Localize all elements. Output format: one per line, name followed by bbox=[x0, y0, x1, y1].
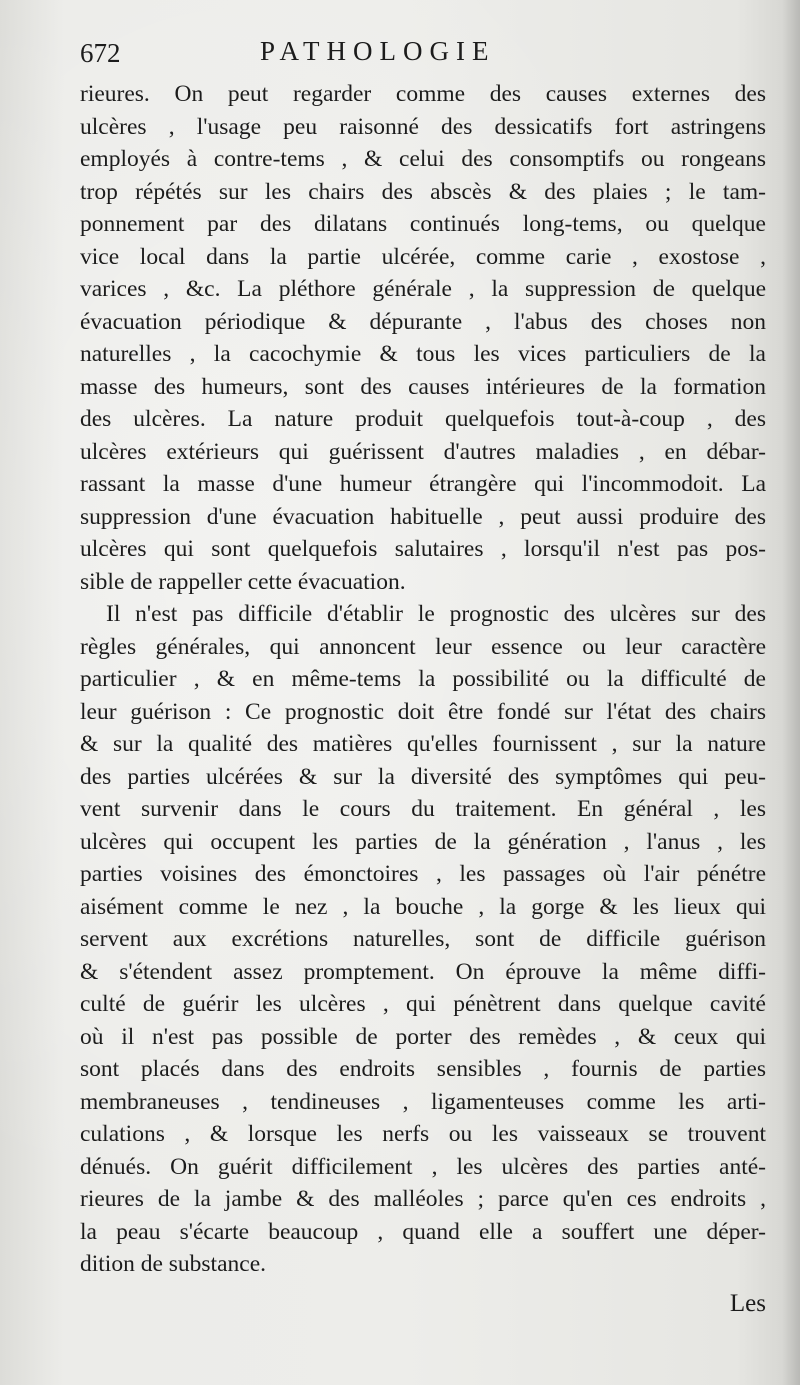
text-line: des parties ulcérées & sur la diversité des symptômes qui peu- bbox=[80, 763, 766, 790]
text-line: où il n'est pas possible de porter des remèdes , & ceux qui bbox=[80, 1023, 766, 1050]
text-line: employés à contre-tems , & celui des consomptifs ou rongeans bbox=[80, 146, 766, 172]
text-line: rieures. On peut regarder comme des causes externes des bbox=[80, 81, 766, 107]
text-line: dénués. On guérit difficilement , les ulcères des parties anté- bbox=[80, 1153, 766, 1180]
paragraph-first-line: Il n'est pas difficile d'établir le prognostic des ulcères sur des bbox=[106, 601, 766, 627]
running-title: PATHOLOGIE bbox=[260, 36, 496, 66]
text-line: ulcères qui sont quelquefois salutaires , lorsqu'il n'est pas pos- bbox=[80, 536, 766, 562]
text-line: culations , & lorsque les nerfs ou les vaisseaux se trouvent bbox=[80, 1121, 766, 1147]
text-line: membraneuses , tendineuses , ligamenteuses comme les arti- bbox=[80, 1088, 766, 1115]
text-line: trop répétés sur les chairs des abscès & des plaies ; le tam- bbox=[80, 178, 766, 205]
text-line: rieures de la jambe & des malléoles ; parce qu'en ces endroits , bbox=[80, 1186, 766, 1212]
text-line: rassant la masse d'une humeur étrangère qui l'incommodoit. La bbox=[80, 471, 766, 497]
text-line: la peau s'écarte beaucoup , quand elle a souffert une déper- bbox=[80, 1218, 766, 1245]
text-line: particulier , & en même-tems la possibilité ou la difficulté de bbox=[80, 666, 766, 692]
text-line: ulcères extérieurs qui guérissent d'autres maladies , en débar- bbox=[80, 438, 766, 465]
text-line: aisément comme le nez , la bouche , la gorge & les lieux qui bbox=[80, 893, 766, 920]
text-line: règles générales, qui annoncent leur essence ou leur caractère bbox=[80, 633, 766, 660]
text-line: masse des humeurs, sont des causes intérieures de la formation bbox=[80, 373, 766, 400]
text-line: servent aux excrétions naturelles, sont de difficile guérison bbox=[80, 926, 766, 952]
text-line: & sur la qualité des matières qu'elles fournissent , sur la nature bbox=[80, 731, 766, 757]
text-line: ulcères , l'usage peu raisonné des dessicatifs fort astringens bbox=[80, 113, 766, 140]
running-head bbox=[0, 36, 800, 76]
text-line: sont placés dans des endroits sensibles , fournis de parties bbox=[80, 1056, 766, 1082]
text-line: suppression d'une évacuation habituelle , peut aussi produire des bbox=[80, 503, 766, 530]
page-edge-shadow bbox=[782, 0, 800, 1385]
text-line: vice local dans la partie ulcérée, comme carie , exostose , bbox=[80, 243, 766, 270]
text-line: naturelles , la cacochymie & tous les vices particuliers de la bbox=[80, 341, 766, 367]
text-line: ponnement par des dilatans continués long-tems, ou quelque bbox=[80, 211, 766, 237]
text-line: & s'étendent assez promptement. On éprouve la même diffi- bbox=[80, 958, 766, 985]
text-line: leur guérison : Ce prognostic doit être fondé sur l'état des chairs bbox=[80, 698, 766, 725]
text-line: varices , &c. La pléthore générale , la suppression de quelque bbox=[80, 276, 766, 302]
text-line: sible de rappeller cette évacuation. bbox=[80, 568, 406, 595]
text-line: dition de substance. bbox=[80, 1251, 267, 1277]
text-line: ulcères qui occupent les parties de la génération , l'anus , les bbox=[80, 828, 766, 855]
catchword: Les bbox=[729, 1290, 766, 1317]
text-line: vent survenir dans le cours du traitement. En général , les bbox=[80, 796, 766, 822]
text-line: culté de guérir les ulcères , qui pénètrent dans quelque cavité bbox=[80, 991, 766, 1017]
text-line: évacuation périodique & dépurante , l'abus des choses non bbox=[80, 308, 766, 335]
page-number: 672 bbox=[80, 38, 121, 68]
text-line: parties voisines des émonctoires , les passages où l'air pénétre bbox=[80, 861, 766, 887]
text-line: des ulcères. La nature produit quelquefois tout-à-coup , des bbox=[80, 406, 766, 432]
